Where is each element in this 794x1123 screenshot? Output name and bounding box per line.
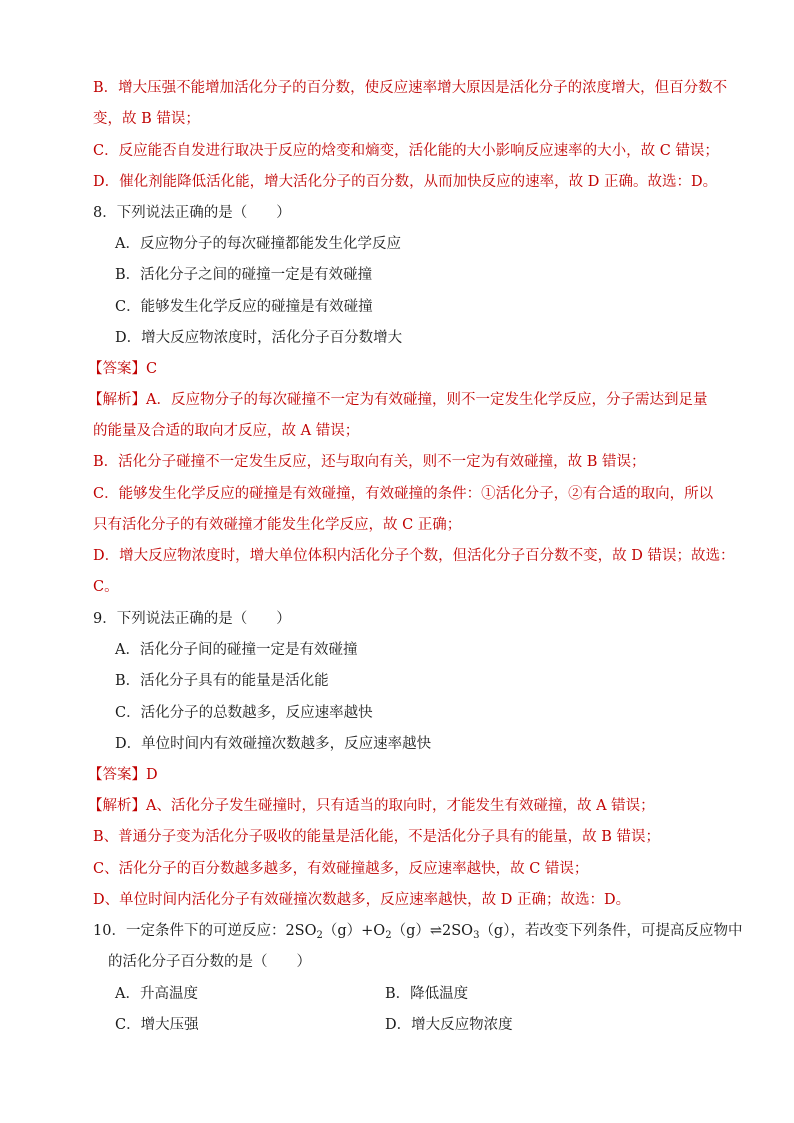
- q10-stem-part-b: （g）+O: [322, 923, 386, 939]
- prev-analysis-b-line2: 变，故 B 错误；: [93, 111, 200, 127]
- q8-analysis-b: B．活化分子碰撞不一定发生反应，还与取向有关，则不一定为有效碰撞，故 B 错误；: [93, 454, 646, 470]
- q8-analysis-line2: 的能量及合适的取向才反应，故 A 错误；: [93, 423, 360, 439]
- q9-option-b: B．活化分子具有的能量是活化能: [115, 673, 329, 689]
- q8-analysis-c2: 只有活化分子的有效碰撞才能发生化学反应，故 C 正确；: [93, 517, 462, 533]
- q8-analysis-d1: D．增大反应物浓度时，增大单位体积内活化分子个数，但活化分子百分数不变，故 D 错误；故选：: [93, 548, 735, 564]
- q9-option-c: C．活化分子的总数越多，反应速率越快: [115, 705, 373, 721]
- q10-sub-so2: 2: [316, 930, 323, 941]
- q9-analysis-a: A、活化分子发生碰撞时，只有适当的取向时，才能发生有效碰撞，故 A 错误；: [146, 798, 655, 814]
- q9-option-d: D．单位时间内有效碰撞次数越多，反应速率越快: [115, 736, 432, 752]
- q8-answer-value: C: [146, 361, 158, 377]
- q8-analysis-line1: [88, 390, 724, 410]
- q10-sub-o2: 2: [385, 930, 392, 941]
- q9-answer-tag: 【答案】: [88, 767, 146, 783]
- q8-analysis-c1: C．能够发生化学反应的碰撞是有效碰撞，有效碰撞的条件：①活化分子，②有合适的取向，所以: [93, 486, 714, 502]
- q10-option-a: A．升高温度: [115, 986, 198, 1002]
- q9-analysis-tag: 【解析】: [88, 798, 146, 814]
- q10-stem-part-d: （g），若改变下列条件，可提高反应物中: [479, 923, 743, 939]
- q9-option-a: A．活化分子间的碰撞一定是有效碰撞: [115, 642, 358, 658]
- prev-analysis-d: D．催化剂能降低活化能，增大活化分子的百分数，从而加快反应的速率，故 D 正确。故选：D。: [93, 174, 718, 190]
- q10-option-d: D．增大反应物浓度: [385, 1017, 513, 1033]
- q8-option-b: B．活化分子之间的碰撞一定是有效碰撞: [115, 267, 373, 283]
- q8-stem: 8．下列说法正确的是（ ）: [93, 205, 291, 221]
- q8-option-d: D．增大反应物浓度时，活化分子百分数增大: [115, 330, 403, 346]
- q8-option-a: A．反应物分子的每次碰撞都能发生化学反应: [115, 236, 401, 252]
- q8-analysis-a: A．反应物分子的每次碰撞不一定为有效碰撞，则不一定发生化学反应，分子需达到足量: [146, 392, 708, 408]
- q10-stem-part-a: 10．一定条件下的可逆反应：2SO: [93, 923, 317, 939]
- q10-stem-line1: [93, 921, 743, 941]
- q9-stem: 9．下列说法正确的是（ ）: [93, 611, 291, 627]
- q9-analysis-b: B、普通分子变为活化分子吸收的能量是活化能，不是活化分子具有的能量，故 B 错误；: [93, 829, 661, 845]
- q10-option-c: C．增大压强: [115, 1017, 199, 1033]
- q9-analysis-line1: [88, 796, 724, 816]
- q9-answer: [88, 765, 724, 785]
- q8-analysis-tag: 【解析】: [88, 392, 146, 408]
- q8-answer: [88, 359, 724, 379]
- prev-analysis-b-line1: B．增大压强不能增加活化分子的百分数，使反应速率增大原因是活化分子的浓度增大，但百分数不: [93, 80, 728, 96]
- q9-analysis-d: D、单位时间内活化分子有效碰撞次数越多，反应速率越快，故 D 正确；故选：D。: [93, 892, 631, 908]
- q9-answer-value: D: [146, 767, 158, 783]
- q9-analysis-c: C、活化分子的百分数越多越多，有效碰撞越多，反应速率越快，故 C 错误；: [93, 861, 589, 877]
- q10-stem-line2: 的活化分子百分数的是（ ）: [108, 954, 311, 970]
- q10-stem-part-c: （g）⇌2SO: [391, 923, 474, 939]
- q10-option-b: B．降低温度: [385, 986, 469, 1002]
- q8-option-c: C．能够发生化学反应的碰撞是有效碰撞: [115, 299, 373, 315]
- q8-answer-tag: 【答案】: [88, 361, 146, 377]
- q8-analysis-d2: C。: [93, 579, 119, 595]
- q10-sub-so3: 3: [473, 930, 480, 941]
- prev-analysis-c: C．反应能否自发进行取决于反应的焓变和熵变，活化能的大小影响反应速率的大小，故 C 错误；: [93, 143, 719, 159]
